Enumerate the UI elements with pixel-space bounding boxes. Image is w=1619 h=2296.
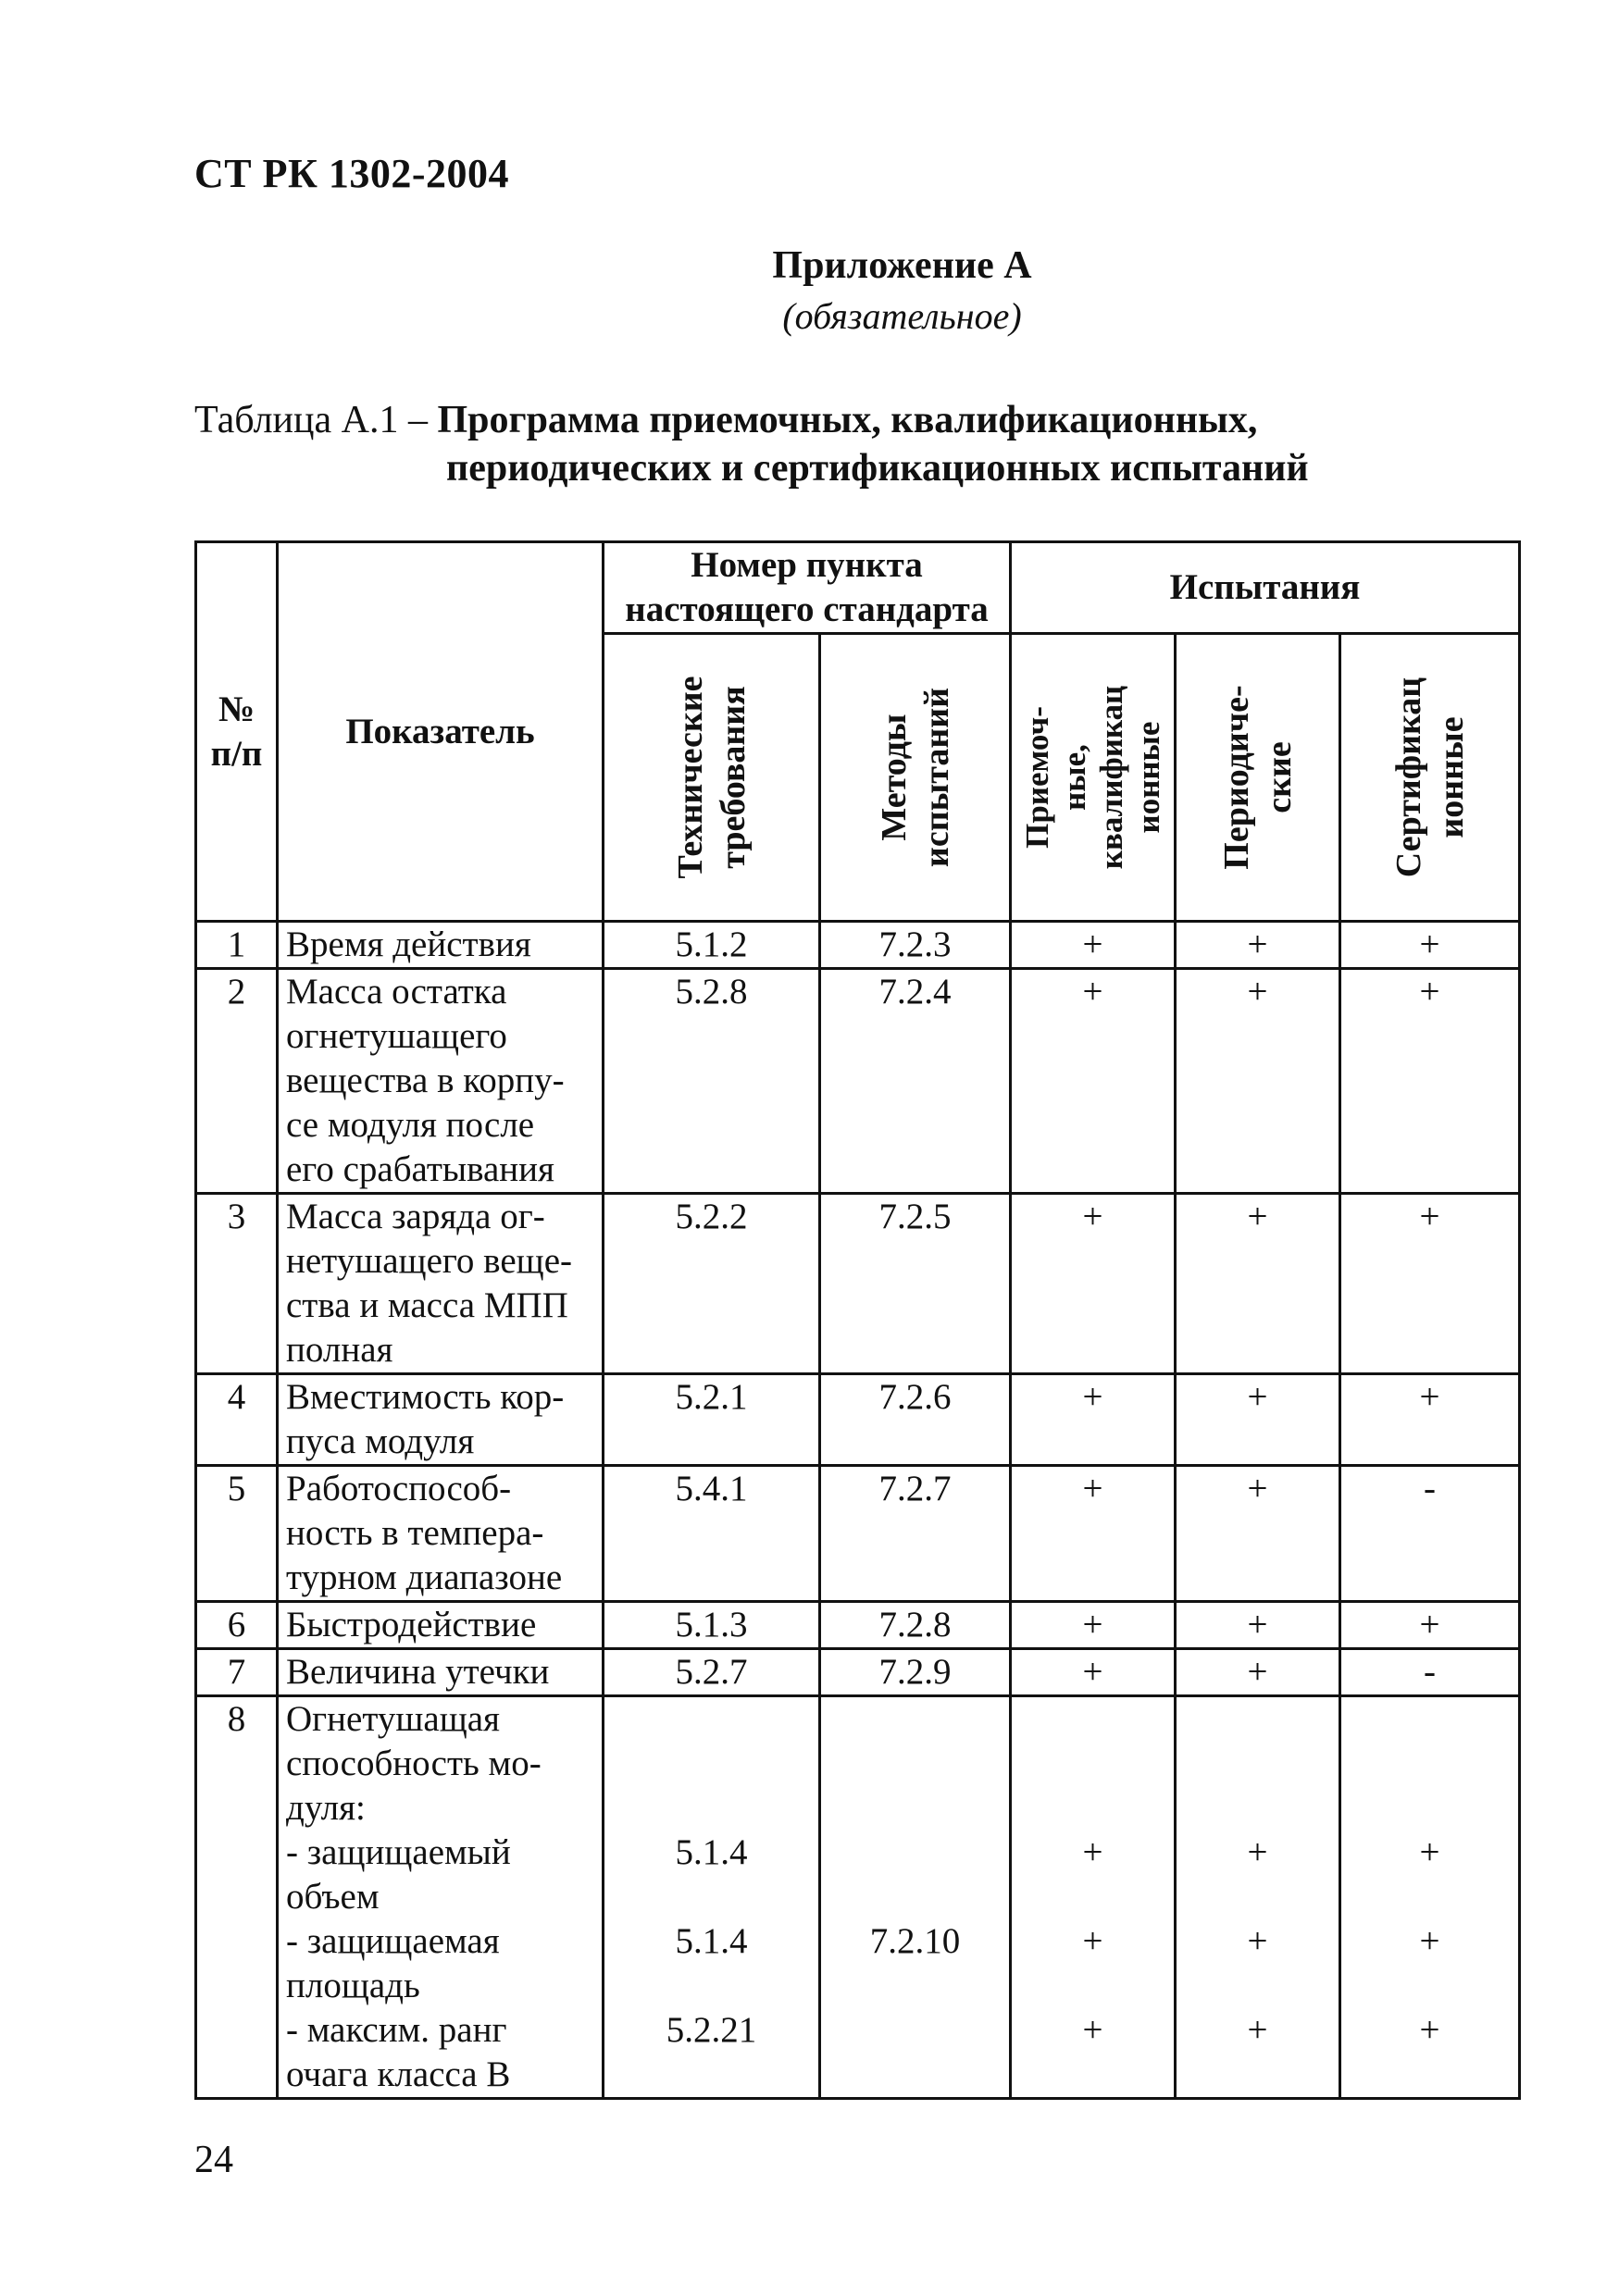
cell-num: 6 xyxy=(196,1602,278,1649)
cell-periodic-line: + xyxy=(1247,1921,1268,1961)
cell-indicator xyxy=(278,1649,604,1696)
cell-acceptance-line: + xyxy=(1082,1377,1103,1417)
cell-certification-line: + xyxy=(1419,1832,1440,1872)
cell-periodic-line: + xyxy=(1247,1377,1268,1417)
cell-req-line xyxy=(604,2053,818,2097)
cell-method: 7.2.9 xyxy=(820,1649,1011,1696)
table-row xyxy=(196,1194,1520,1374)
header-periodic: Периодиче- ские xyxy=(1176,634,1340,922)
cell-req-line xyxy=(604,1786,818,1831)
cell-indicator-line: Работоспособ- xyxy=(286,1469,512,1508)
cell-certification-line xyxy=(1341,2053,1518,2097)
cell-method: 7.2.6 xyxy=(820,1374,1011,1466)
cell-num: 4 xyxy=(196,1374,278,1466)
cell-periodic-line: + xyxy=(1247,1605,1268,1644)
cell-acceptance-line: + xyxy=(1082,1652,1103,1692)
header-certification: Сертификац ионные xyxy=(1340,634,1520,922)
cell-periodic-line xyxy=(1177,1786,1339,1831)
cell-periodic-line: + xyxy=(1247,1652,1268,1692)
cell-periodic xyxy=(1176,1696,1340,2099)
cell-indicator xyxy=(278,969,604,1194)
cell-indicator xyxy=(278,1602,604,1649)
header-tests-group: Испытания xyxy=(1011,542,1520,634)
cell-method: 7.2.4 xyxy=(820,969,1011,1194)
cell-certification-line: - xyxy=(1424,1469,1437,1508)
cell-req xyxy=(604,922,820,969)
cell-certification-line: + xyxy=(1419,1921,1440,1961)
cell-acceptance-line xyxy=(1012,1786,1174,1831)
cell-req-line: 5.1.4 xyxy=(675,1832,748,1872)
cell-acceptance-line: + xyxy=(1082,2010,1103,2050)
cell-periodic xyxy=(1176,1602,1340,1649)
cell-indicator-line: - максим. ранг xyxy=(286,2010,507,2050)
cell-acceptance-line xyxy=(1012,1742,1174,1786)
cell-certification-line: + xyxy=(1419,2010,1440,2050)
appendix-status: (обязательное) xyxy=(782,295,1022,337)
cell-certification-line: + xyxy=(1419,1605,1440,1644)
cell-indicator-line: ства и масса МПП xyxy=(286,1285,568,1325)
table-row xyxy=(196,969,1520,1194)
cell-periodic xyxy=(1176,969,1340,1194)
caption-prefix: Таблица А.1 – xyxy=(194,399,438,441)
cell-indicator-line: вещества в корпу- xyxy=(286,1061,565,1100)
cell-method: 7.2.3 xyxy=(820,922,1011,969)
cell-req-line: 5.1.4 xyxy=(675,1921,748,1961)
cell-periodic-line: + xyxy=(1247,1197,1268,1236)
cell-acceptance-line: + xyxy=(1082,1605,1103,1644)
cell-num: 7 xyxy=(196,1649,278,1696)
cell-indicator-line: - защищаемый xyxy=(286,1832,511,1872)
cell-req-line xyxy=(604,1697,818,1742)
cell-certification-line: + xyxy=(1419,1377,1440,1417)
cell-indicator-line: очага класса В xyxy=(286,2054,511,2094)
cell-periodic xyxy=(1176,1466,1340,1602)
cell-req xyxy=(604,1696,820,2099)
cell-indicator-line: Величина утечки xyxy=(286,1652,550,1692)
cell-periodic xyxy=(1176,1374,1340,1466)
cell-indicator-line: площадь xyxy=(286,1966,420,2005)
caption-line-1: Программа приемочных, квалификационных, xyxy=(437,399,1258,441)
cell-certification xyxy=(1340,969,1520,1194)
cell-acceptance-line xyxy=(1012,1697,1174,1742)
cell-indicator-line: нетушащего веще- xyxy=(286,1241,572,1281)
cell-certification-line xyxy=(1341,1875,1518,1919)
header-test-methods: Методы испытаний xyxy=(820,634,1011,922)
cell-indicator-line: Масса остатка xyxy=(286,972,507,1011)
cell-indicator-line: Быстродействие xyxy=(286,1605,537,1644)
cell-num: 3 xyxy=(196,1194,278,1374)
cell-indicator-line: пуса модуля xyxy=(286,1421,475,1461)
test-program-table xyxy=(194,540,1521,2100)
cell-certification-line: + xyxy=(1419,1197,1440,1236)
cell-acceptance-line: + xyxy=(1082,925,1103,964)
header-tech-req: Технические требования xyxy=(604,634,820,922)
cell-req xyxy=(604,1466,820,1602)
table-row xyxy=(196,1602,1520,1649)
cell-certification xyxy=(1340,1602,1520,1649)
table-row xyxy=(196,922,1520,969)
cell-acceptance xyxy=(1011,969,1176,1194)
cell-req-line: 5.1.2 xyxy=(675,925,748,964)
cell-certification-line xyxy=(1341,1964,1518,2008)
cell-periodic-line: + xyxy=(1247,972,1268,1011)
cell-indicator-line: Огнетушащая xyxy=(286,1699,500,1739)
cell-periodic-line xyxy=(1177,1964,1339,2008)
cell-periodic-line xyxy=(1177,1875,1339,1919)
cell-acceptance xyxy=(1011,1602,1176,1649)
cell-indicator-line: огнетушащего xyxy=(286,1016,507,1056)
cell-indicator-line: его срабатывания xyxy=(286,1149,554,1189)
cell-periodic xyxy=(1176,922,1340,969)
cell-indicator-line: дуля: xyxy=(286,1788,366,1828)
cell-indicator-line: се модуля после xyxy=(286,1105,535,1145)
cell-req-line: 5.2.2 xyxy=(675,1197,748,1236)
cell-certification xyxy=(1340,1374,1520,1466)
cell-indicator-line: турном диапазоне xyxy=(286,1558,563,1597)
cell-indicator-line: способность мо- xyxy=(286,1744,542,1783)
cell-indicator-line: Масса заряда ог- xyxy=(286,1197,545,1236)
cell-certification xyxy=(1340,1696,1520,2099)
cell-method: 7.2.8 xyxy=(820,1602,1011,1649)
cell-acceptance xyxy=(1011,1194,1176,1374)
cell-num: 8 xyxy=(196,1696,278,2099)
cell-indicator-line: ность в темпера- xyxy=(286,1513,544,1553)
cell-periodic-line: + xyxy=(1247,1469,1268,1508)
cell-periodic-line xyxy=(1177,2053,1339,2097)
cell-indicator-line: полная xyxy=(286,1330,393,1370)
cell-acceptance-line: + xyxy=(1082,1832,1103,1872)
cell-periodic xyxy=(1176,1649,1340,1696)
cell-req xyxy=(604,1194,820,1374)
cell-req-line: 5.2.21 xyxy=(666,2010,757,2050)
cell-acceptance-line xyxy=(1012,1875,1174,1919)
cell-req xyxy=(604,969,820,1194)
cell-method: 7.2.5 xyxy=(820,1194,1011,1374)
cell-acceptance-line: + xyxy=(1082,972,1103,1011)
cell-indicator xyxy=(278,922,604,969)
cell-indicator xyxy=(278,1194,604,1374)
cell-certification-line: + xyxy=(1419,925,1440,964)
appendix-title: Приложение А xyxy=(772,244,1032,287)
header-num: № п/п xyxy=(196,542,278,922)
cell-certification xyxy=(1340,922,1520,969)
cell-indicator xyxy=(278,1374,604,1466)
cell-req-line: 5.2.1 xyxy=(675,1377,748,1417)
table-row xyxy=(196,1649,1520,1696)
cell-periodic xyxy=(1176,1194,1340,1374)
cell-periodic-line: + xyxy=(1247,2010,1268,2050)
cell-method: 7.2.10 xyxy=(820,1696,1011,2099)
cell-certification-line xyxy=(1341,1742,1518,1786)
cell-periodic-line xyxy=(1177,1697,1339,1742)
cell-certification-line xyxy=(1341,1697,1518,1742)
cell-acceptance-line: + xyxy=(1082,1197,1103,1236)
cell-periodic-line: + xyxy=(1247,925,1268,964)
cell-indicator-line: Время действия xyxy=(286,925,531,964)
cell-req-line xyxy=(604,1742,818,1786)
cell-num: 2 xyxy=(196,969,278,1194)
cell-certification-line: - xyxy=(1424,1652,1437,1692)
cell-acceptance xyxy=(1011,1649,1176,1696)
cell-periodic-line: + xyxy=(1247,1832,1268,1872)
cell-acceptance xyxy=(1011,1374,1176,1466)
cell-acceptance-line: + xyxy=(1082,1469,1103,1508)
cell-acceptance xyxy=(1011,1696,1176,2099)
cell-certification xyxy=(1340,1649,1520,1696)
cell-req-line: 5.4.1 xyxy=(675,1469,748,1508)
cell-indicator xyxy=(278,1696,604,2099)
cell-indicator-line: - защищаемая xyxy=(286,1921,500,1961)
page-number: 24 xyxy=(194,2139,233,2181)
cell-req-line xyxy=(604,1875,818,1919)
cell-periodic-line xyxy=(1177,1742,1339,1786)
cell-req-line: 5.1.3 xyxy=(675,1605,748,1644)
cell-acceptance-line: + xyxy=(1082,1921,1103,1961)
table-caption xyxy=(194,396,1309,492)
cell-req xyxy=(604,1649,820,1696)
cell-num: 5 xyxy=(196,1466,278,1602)
cell-certification xyxy=(1340,1466,1520,1602)
cell-req-line: 5.2.8 xyxy=(675,972,748,1011)
cell-req xyxy=(604,1374,820,1466)
cell-num: 1 xyxy=(196,922,278,969)
cell-indicator-line: объем xyxy=(286,1877,380,1917)
cell-acceptance-line xyxy=(1012,1964,1174,2008)
table-row xyxy=(196,1466,1520,1602)
cell-indicator-line: Вместимость кор- xyxy=(286,1377,565,1417)
cell-acceptance-line xyxy=(1012,2053,1174,2097)
cell-acceptance xyxy=(1011,1466,1176,1602)
cell-acceptance xyxy=(1011,922,1176,969)
header-acceptance: Приемоч- ные, квалификац ионные xyxy=(1011,634,1176,922)
cell-method: 7.2.7 xyxy=(820,1466,1011,1602)
cell-certification-line xyxy=(1341,1786,1518,1831)
cell-certification xyxy=(1340,1194,1520,1374)
cell-certification-line: + xyxy=(1419,972,1440,1011)
header-clause-group: Номер пункта настоящего стандарта xyxy=(604,542,1011,634)
cell-req xyxy=(604,1602,820,1649)
table-row xyxy=(196,1374,1520,1466)
header-indicator: Показатель xyxy=(278,542,604,922)
cell-indicator xyxy=(278,1466,604,1602)
caption-line-2: периодических и сертификационных испытаний xyxy=(446,447,1309,490)
cell-req-line: 5.2.7 xyxy=(675,1652,748,1692)
table-row xyxy=(196,1696,1520,2099)
document-code: СТ РК 1302-2004 xyxy=(194,151,510,196)
cell-req-line xyxy=(604,1964,818,2008)
